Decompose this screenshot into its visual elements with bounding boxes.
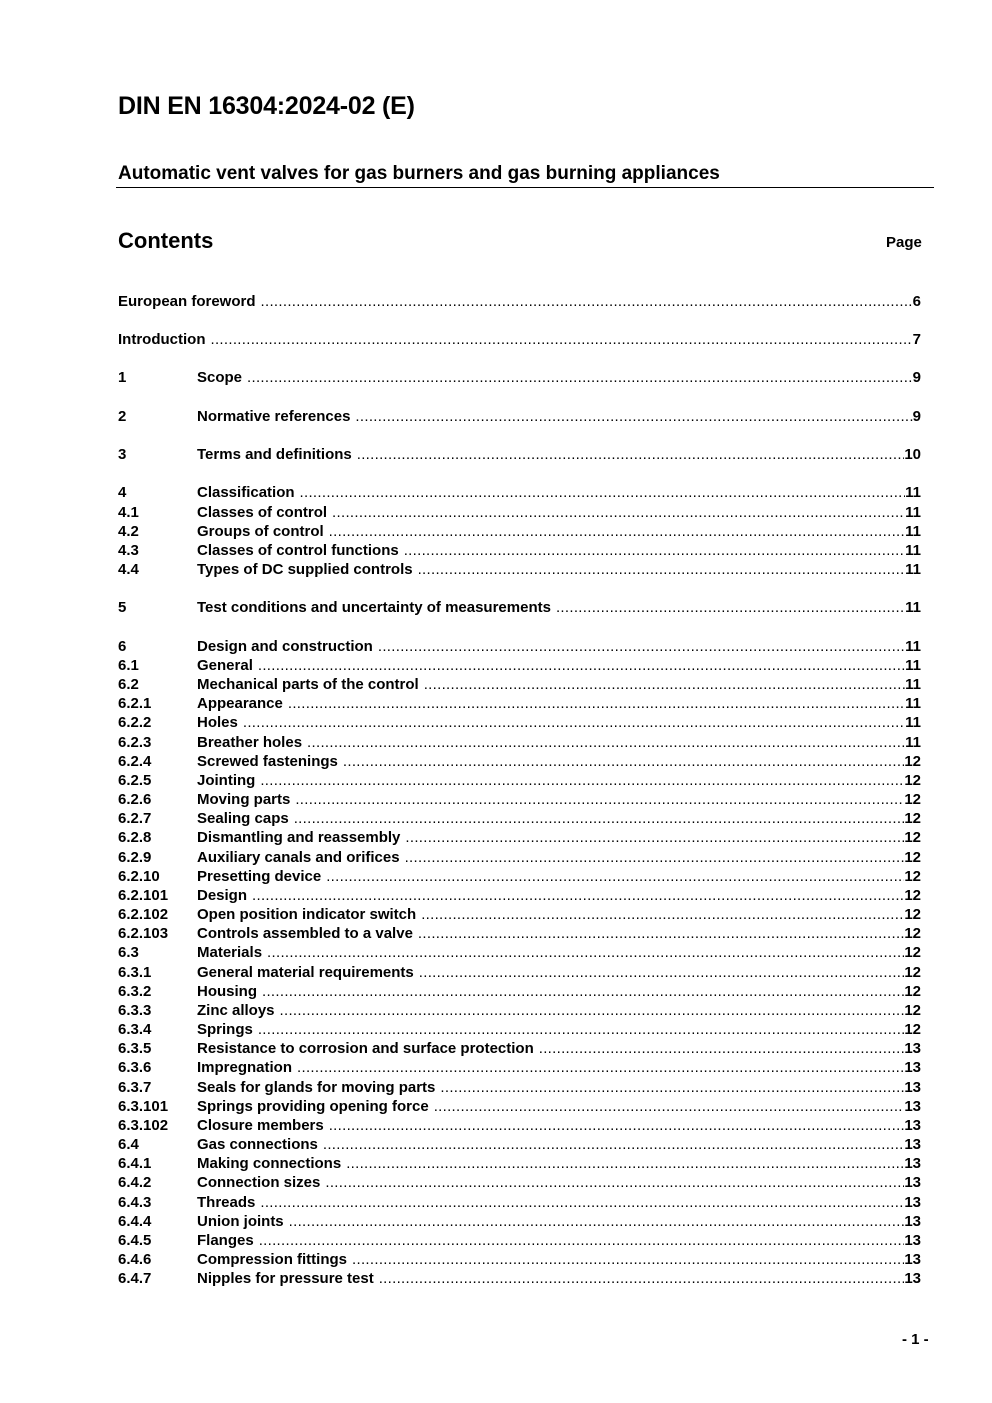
toc-entry-page: 13 xyxy=(904,1059,921,1076)
dot-leader xyxy=(404,541,905,560)
dot-leader xyxy=(323,1135,904,1154)
dot-leader xyxy=(295,790,904,809)
toc-entry-number: 6.2.5 xyxy=(118,772,152,789)
dot-leader xyxy=(247,368,913,387)
toc-entry[interactable] xyxy=(118,1154,921,1173)
toc-entry-title: Presetting device xyxy=(197,868,322,885)
toc-entry[interactable] xyxy=(118,656,921,675)
toc-entry-page: 12 xyxy=(904,753,921,770)
toc-entry-number: 6.2.1 xyxy=(118,695,152,712)
toc-entry-page: 13 xyxy=(904,1194,921,1211)
toc-entry-title: Appearance xyxy=(197,695,283,712)
document-title: DIN EN 16304:2024-02 (E) xyxy=(118,92,415,120)
toc-entry-page: 12 xyxy=(904,964,921,981)
toc-entry[interactable] xyxy=(118,1231,921,1250)
toc-entry-number: 3 xyxy=(118,446,127,463)
dot-leader xyxy=(378,637,905,656)
toc-entry[interactable] xyxy=(118,848,921,867)
dot-leader xyxy=(210,330,912,349)
dot-leader xyxy=(260,771,904,790)
dot-leader xyxy=(418,924,904,943)
toc-entry[interactable] xyxy=(118,828,921,847)
toc-entry[interactable] xyxy=(118,790,921,809)
toc-entry-title: Closure members xyxy=(197,1117,324,1134)
toc-entry-page: 12 xyxy=(904,1021,921,1038)
toc-entry[interactable] xyxy=(118,1193,921,1212)
toc-entry-title: Design and construction xyxy=(197,638,373,655)
title-divider xyxy=(116,187,934,188)
toc-entry[interactable] xyxy=(118,445,921,464)
toc-entry-page: 11 xyxy=(905,676,921,693)
toc-entry-page: 12 xyxy=(904,887,921,904)
toc-entry-title: Classification xyxy=(197,484,295,501)
toc-entry-title: Introduction xyxy=(118,331,206,348)
toc-entry-page: 11 xyxy=(905,695,921,712)
toc-entry-title: Design xyxy=(197,887,248,904)
dot-leader xyxy=(260,1193,904,1212)
toc-entry-title: Zinc alloys xyxy=(197,1002,275,1019)
dot-leader xyxy=(294,809,905,828)
dot-leader xyxy=(424,675,905,694)
toc-entry-page: 11 xyxy=(905,542,921,559)
toc-entry-title: Mechanical parts of the control xyxy=(197,676,419,693)
toc-entry-page: 6 xyxy=(912,293,921,310)
toc-entry[interactable] xyxy=(118,541,921,560)
toc-entry-page: 11 xyxy=(905,484,921,501)
toc-entry-number: 6.2.9 xyxy=(118,849,152,866)
toc-entry-title: Nipples for pressure test xyxy=(197,1270,374,1287)
toc-entry[interactable] xyxy=(118,1039,921,1058)
dot-leader xyxy=(258,656,905,675)
dot-leader xyxy=(326,867,904,886)
toc-entry[interactable] xyxy=(118,483,921,502)
toc-entry-title: Flanges xyxy=(197,1232,254,1249)
dot-leader xyxy=(329,522,905,541)
toc-entry[interactable] xyxy=(118,675,921,694)
dot-leader xyxy=(419,963,905,982)
document-subtitle: Automatic vent valves for gas burners and gas burning appliances xyxy=(118,163,720,184)
toc-entry-number: 6.2.10 xyxy=(118,868,160,885)
toc-entry-page: 11 xyxy=(905,561,921,578)
toc-entry-page: 11 xyxy=(905,714,921,731)
toc-entry-page: 12 xyxy=(904,810,921,827)
toc-entry-number: 6.2.101 xyxy=(118,887,169,904)
toc-entry-number: 6.4.2 xyxy=(118,1174,152,1191)
toc-entry[interactable] xyxy=(118,982,921,1001)
toc-entry-number: 1 xyxy=(118,369,127,386)
toc-entry-title: Open position indicator switch xyxy=(197,906,417,923)
toc-entry-page: 7 xyxy=(912,331,921,348)
toc-entry-number: 6.3.5 xyxy=(118,1040,152,1057)
toc-entry-page: 13 xyxy=(904,1232,921,1249)
toc-entry-title: European foreword xyxy=(118,293,256,310)
toc-entry-title: Jointing xyxy=(197,772,256,789)
dot-leader xyxy=(440,1078,904,1097)
toc-entry-number: 4.2 xyxy=(118,523,139,540)
toc-entry-number: 2 xyxy=(118,408,127,425)
dot-leader xyxy=(267,943,904,962)
toc-entry-page: 12 xyxy=(904,944,921,961)
toc-entry-title: Classes of control functions xyxy=(197,542,399,559)
toc-entry-number: 4.4 xyxy=(118,561,139,578)
toc-entry[interactable] xyxy=(118,330,921,349)
toc-entry-number: 6.2.4 xyxy=(118,753,152,770)
toc-entry-title: Dismantling and reassembly xyxy=(197,829,401,846)
toc-entry[interactable] xyxy=(118,733,921,752)
toc-entry-number: 6.3.2 xyxy=(118,983,152,1000)
toc-entry-number: 5 xyxy=(118,599,127,616)
toc-entry-page: 13 xyxy=(904,1174,921,1191)
dot-leader xyxy=(421,905,904,924)
toc-entry-number: 6.4.5 xyxy=(118,1232,152,1249)
toc-entry-number: 6.2.3 xyxy=(118,734,152,751)
dot-leader xyxy=(343,752,904,771)
toc-entry-number: 4 xyxy=(118,484,127,501)
toc-entry-title: General xyxy=(197,657,253,674)
toc-entry[interactable] xyxy=(118,1173,921,1192)
toc-entry-title: Breather holes xyxy=(197,734,303,751)
toc-entry[interactable] xyxy=(118,637,921,656)
toc-entry-title: Seals for glands for moving parts xyxy=(197,1079,436,1096)
dot-leader xyxy=(289,1212,905,1231)
toc-entry-page: 9 xyxy=(912,369,921,386)
toc-entry-page: 13 xyxy=(904,1136,921,1153)
toc-entry-page: 11 xyxy=(905,734,921,751)
toc-entry-number: 6.4.6 xyxy=(118,1251,152,1268)
toc-entry-title: Gas connections xyxy=(197,1136,318,1153)
toc-entry-page: 12 xyxy=(904,906,921,923)
dot-leader xyxy=(261,292,913,311)
toc-entry-page: 11 xyxy=(905,504,921,521)
toc-entry-page: 10 xyxy=(904,446,921,463)
toc-entry-title: Terms and definitions xyxy=(197,446,352,463)
toc-entry-title: Test conditions and uncertainty of measurements xyxy=(197,599,551,616)
dot-leader xyxy=(300,483,906,502)
toc-entry-page: 13 xyxy=(904,1040,921,1057)
toc-entry-title: Housing xyxy=(197,983,257,1000)
toc-entry-title: Threads xyxy=(197,1194,256,1211)
toc-entry-page: 12 xyxy=(904,829,921,846)
toc-entry-page: 13 xyxy=(904,1079,921,1096)
toc-entry-title: Auxiliary canals and orifices xyxy=(197,849,400,866)
toc-entry-page: 13 xyxy=(904,1251,921,1268)
dot-leader xyxy=(262,982,904,1001)
toc-entry-title: Scope xyxy=(197,369,243,386)
toc-entry[interactable] xyxy=(118,1250,921,1269)
toc-entry[interactable] xyxy=(118,503,921,522)
toc-entry[interactable] xyxy=(118,560,921,579)
dot-leader xyxy=(288,694,905,713)
toc-entry-title: Sealing caps xyxy=(197,810,289,827)
toc-entry-title: Springs xyxy=(197,1021,253,1038)
toc-entry-number: 6.2.6 xyxy=(118,791,152,808)
toc-entry[interactable] xyxy=(118,1269,921,1288)
toc-entry[interactable] xyxy=(118,1001,921,1020)
toc-entry-number: 6.3.102 xyxy=(118,1117,169,1134)
toc-entry[interactable] xyxy=(118,905,921,924)
toc-entry-page: 12 xyxy=(904,925,921,942)
toc-entry-page: 13 xyxy=(904,1117,921,1134)
toc-entry[interactable] xyxy=(118,368,921,387)
toc-entry-number: 6.3.4 xyxy=(118,1021,152,1038)
dot-leader xyxy=(307,733,905,752)
toc-entry[interactable] xyxy=(118,1212,921,1231)
toc-entry-page: 13 xyxy=(904,1213,921,1230)
toc-entry-number: 6.4 xyxy=(118,1136,139,1153)
toc-entry-page: 12 xyxy=(904,983,921,1000)
toc-entry-title: Holes xyxy=(197,714,238,731)
toc-entry[interactable] xyxy=(118,867,921,886)
toc-entry-title: Making connections xyxy=(197,1155,342,1172)
toc-entry[interactable] xyxy=(118,1078,921,1097)
contents-heading: Contents xyxy=(118,228,214,253)
toc-entry-number: 4.3 xyxy=(118,542,139,559)
toc-entry-title: Groups of control xyxy=(197,523,324,540)
toc-entry[interactable] xyxy=(118,522,921,541)
toc-entry-number: 6.4.7 xyxy=(118,1270,152,1287)
dot-leader xyxy=(357,445,905,464)
toc-entry-title: Types of DC supplied controls xyxy=(197,561,413,578)
toc-entry-page: 11 xyxy=(905,638,921,655)
toc-entry-number: 6.3 xyxy=(118,944,139,961)
toc-entry[interactable] xyxy=(118,943,921,962)
dot-leader xyxy=(434,1097,905,1116)
dot-leader xyxy=(325,1173,904,1192)
toc-entry-number: 6.2.102 xyxy=(118,906,169,923)
toc-entry[interactable] xyxy=(118,924,921,943)
toc-entry-title: Connection sizes xyxy=(197,1174,321,1191)
dot-leader xyxy=(379,1269,905,1288)
toc-entry-page: 12 xyxy=(904,868,921,885)
toc-entry-number: 6.3.3 xyxy=(118,1002,152,1019)
toc-entry-page: 13 xyxy=(904,1270,921,1287)
toc-entry-number: 6.3.1 xyxy=(118,964,152,981)
toc-entry-title: Impregnation xyxy=(197,1059,293,1076)
toc-entry-number: 6.2.8 xyxy=(118,829,152,846)
toc-entry-page: 12 xyxy=(904,791,921,808)
dot-leader xyxy=(556,598,905,617)
toc-entry-number: 6.4.4 xyxy=(118,1213,152,1230)
dot-leader xyxy=(352,1250,904,1269)
dot-leader xyxy=(297,1058,904,1077)
toc-entry[interactable] xyxy=(118,292,921,311)
toc-entry-title: Moving parts xyxy=(197,791,291,808)
toc-entry-title: Materials xyxy=(197,944,263,961)
toc-entry-title: General material requirements xyxy=(197,964,414,981)
toc-entry-title: Classes of control xyxy=(197,504,328,521)
toc-entry-page: 11 xyxy=(905,657,921,674)
dot-leader xyxy=(258,1020,904,1039)
toc-entry-number: 6.2.103 xyxy=(118,925,169,942)
toc-entry-page: 9 xyxy=(912,408,921,425)
toc-entry-title: Normative references xyxy=(197,408,351,425)
toc-entry-number: 4.1 xyxy=(118,504,139,521)
toc-entry-title: Union joints xyxy=(197,1213,284,1230)
toc-entry-page: 11 xyxy=(905,523,921,540)
toc-entry[interactable] xyxy=(118,713,921,732)
toc-entry[interactable] xyxy=(118,886,921,905)
toc-entry[interactable] xyxy=(118,771,921,790)
toc-entry-number: 6.2.7 xyxy=(118,810,152,827)
toc-entry-number: 6.4.1 xyxy=(118,1155,152,1172)
toc-entry-number: 6.3.101 xyxy=(118,1098,169,1115)
dot-leader xyxy=(355,407,912,426)
toc-entry-page: 12 xyxy=(904,849,921,866)
dot-leader xyxy=(332,503,905,522)
dot-leader xyxy=(243,713,905,732)
dot-leader xyxy=(252,886,904,905)
toc-entry-number: 6.2.2 xyxy=(118,714,152,731)
toc-entry-title: Compression fittings xyxy=(197,1251,348,1268)
toc-entry-title: Screwed fastenings xyxy=(197,753,338,770)
toc-entry-page: 12 xyxy=(904,772,921,789)
toc-entry-number: 6.3.6 xyxy=(118,1059,152,1076)
toc-entry-title: Resistance to corrosion and surface protection xyxy=(197,1040,534,1057)
toc-entry-title: Springs providing opening force xyxy=(197,1098,429,1115)
toc-entry-page: 13 xyxy=(904,1155,921,1172)
dot-leader xyxy=(539,1039,905,1058)
toc-entry[interactable] xyxy=(118,809,921,828)
dot-leader xyxy=(259,1231,905,1250)
dot-leader xyxy=(418,560,906,579)
toc-entry[interactable] xyxy=(118,752,921,771)
dot-leader xyxy=(405,828,904,847)
dot-leader xyxy=(405,848,905,867)
dot-leader xyxy=(280,1001,905,1020)
toc-entry-number: 6.4.3 xyxy=(118,1194,152,1211)
toc-entry-number: 6.2 xyxy=(118,676,139,693)
toc-entry-title: Controls assembled to a valve xyxy=(197,925,413,942)
page-column-label: Page xyxy=(886,234,922,251)
toc-entry[interactable] xyxy=(118,1020,921,1039)
toc-entry-page: 13 xyxy=(904,1098,921,1115)
toc-entry[interactable] xyxy=(118,1116,921,1135)
toc-entry[interactable] xyxy=(118,598,921,617)
page-number: - 1 - xyxy=(902,1331,929,1348)
toc-entry[interactable] xyxy=(118,1058,921,1077)
toc-entry[interactable] xyxy=(118,407,921,426)
toc-entry[interactable] xyxy=(118,963,921,982)
toc-entry-page: 12 xyxy=(904,1002,921,1019)
dot-leader xyxy=(346,1154,904,1173)
toc-entry[interactable] xyxy=(118,694,921,713)
toc-entry-number: 6 xyxy=(118,638,127,655)
dot-leader xyxy=(329,1116,905,1135)
toc-entry-number: 6.1 xyxy=(118,657,139,674)
toc-entry[interactable] xyxy=(118,1135,921,1154)
toc-entry-page: 11 xyxy=(905,599,921,616)
toc-entry[interactable] xyxy=(118,1097,921,1116)
toc-entry-number: 6.3.7 xyxy=(118,1079,152,1096)
